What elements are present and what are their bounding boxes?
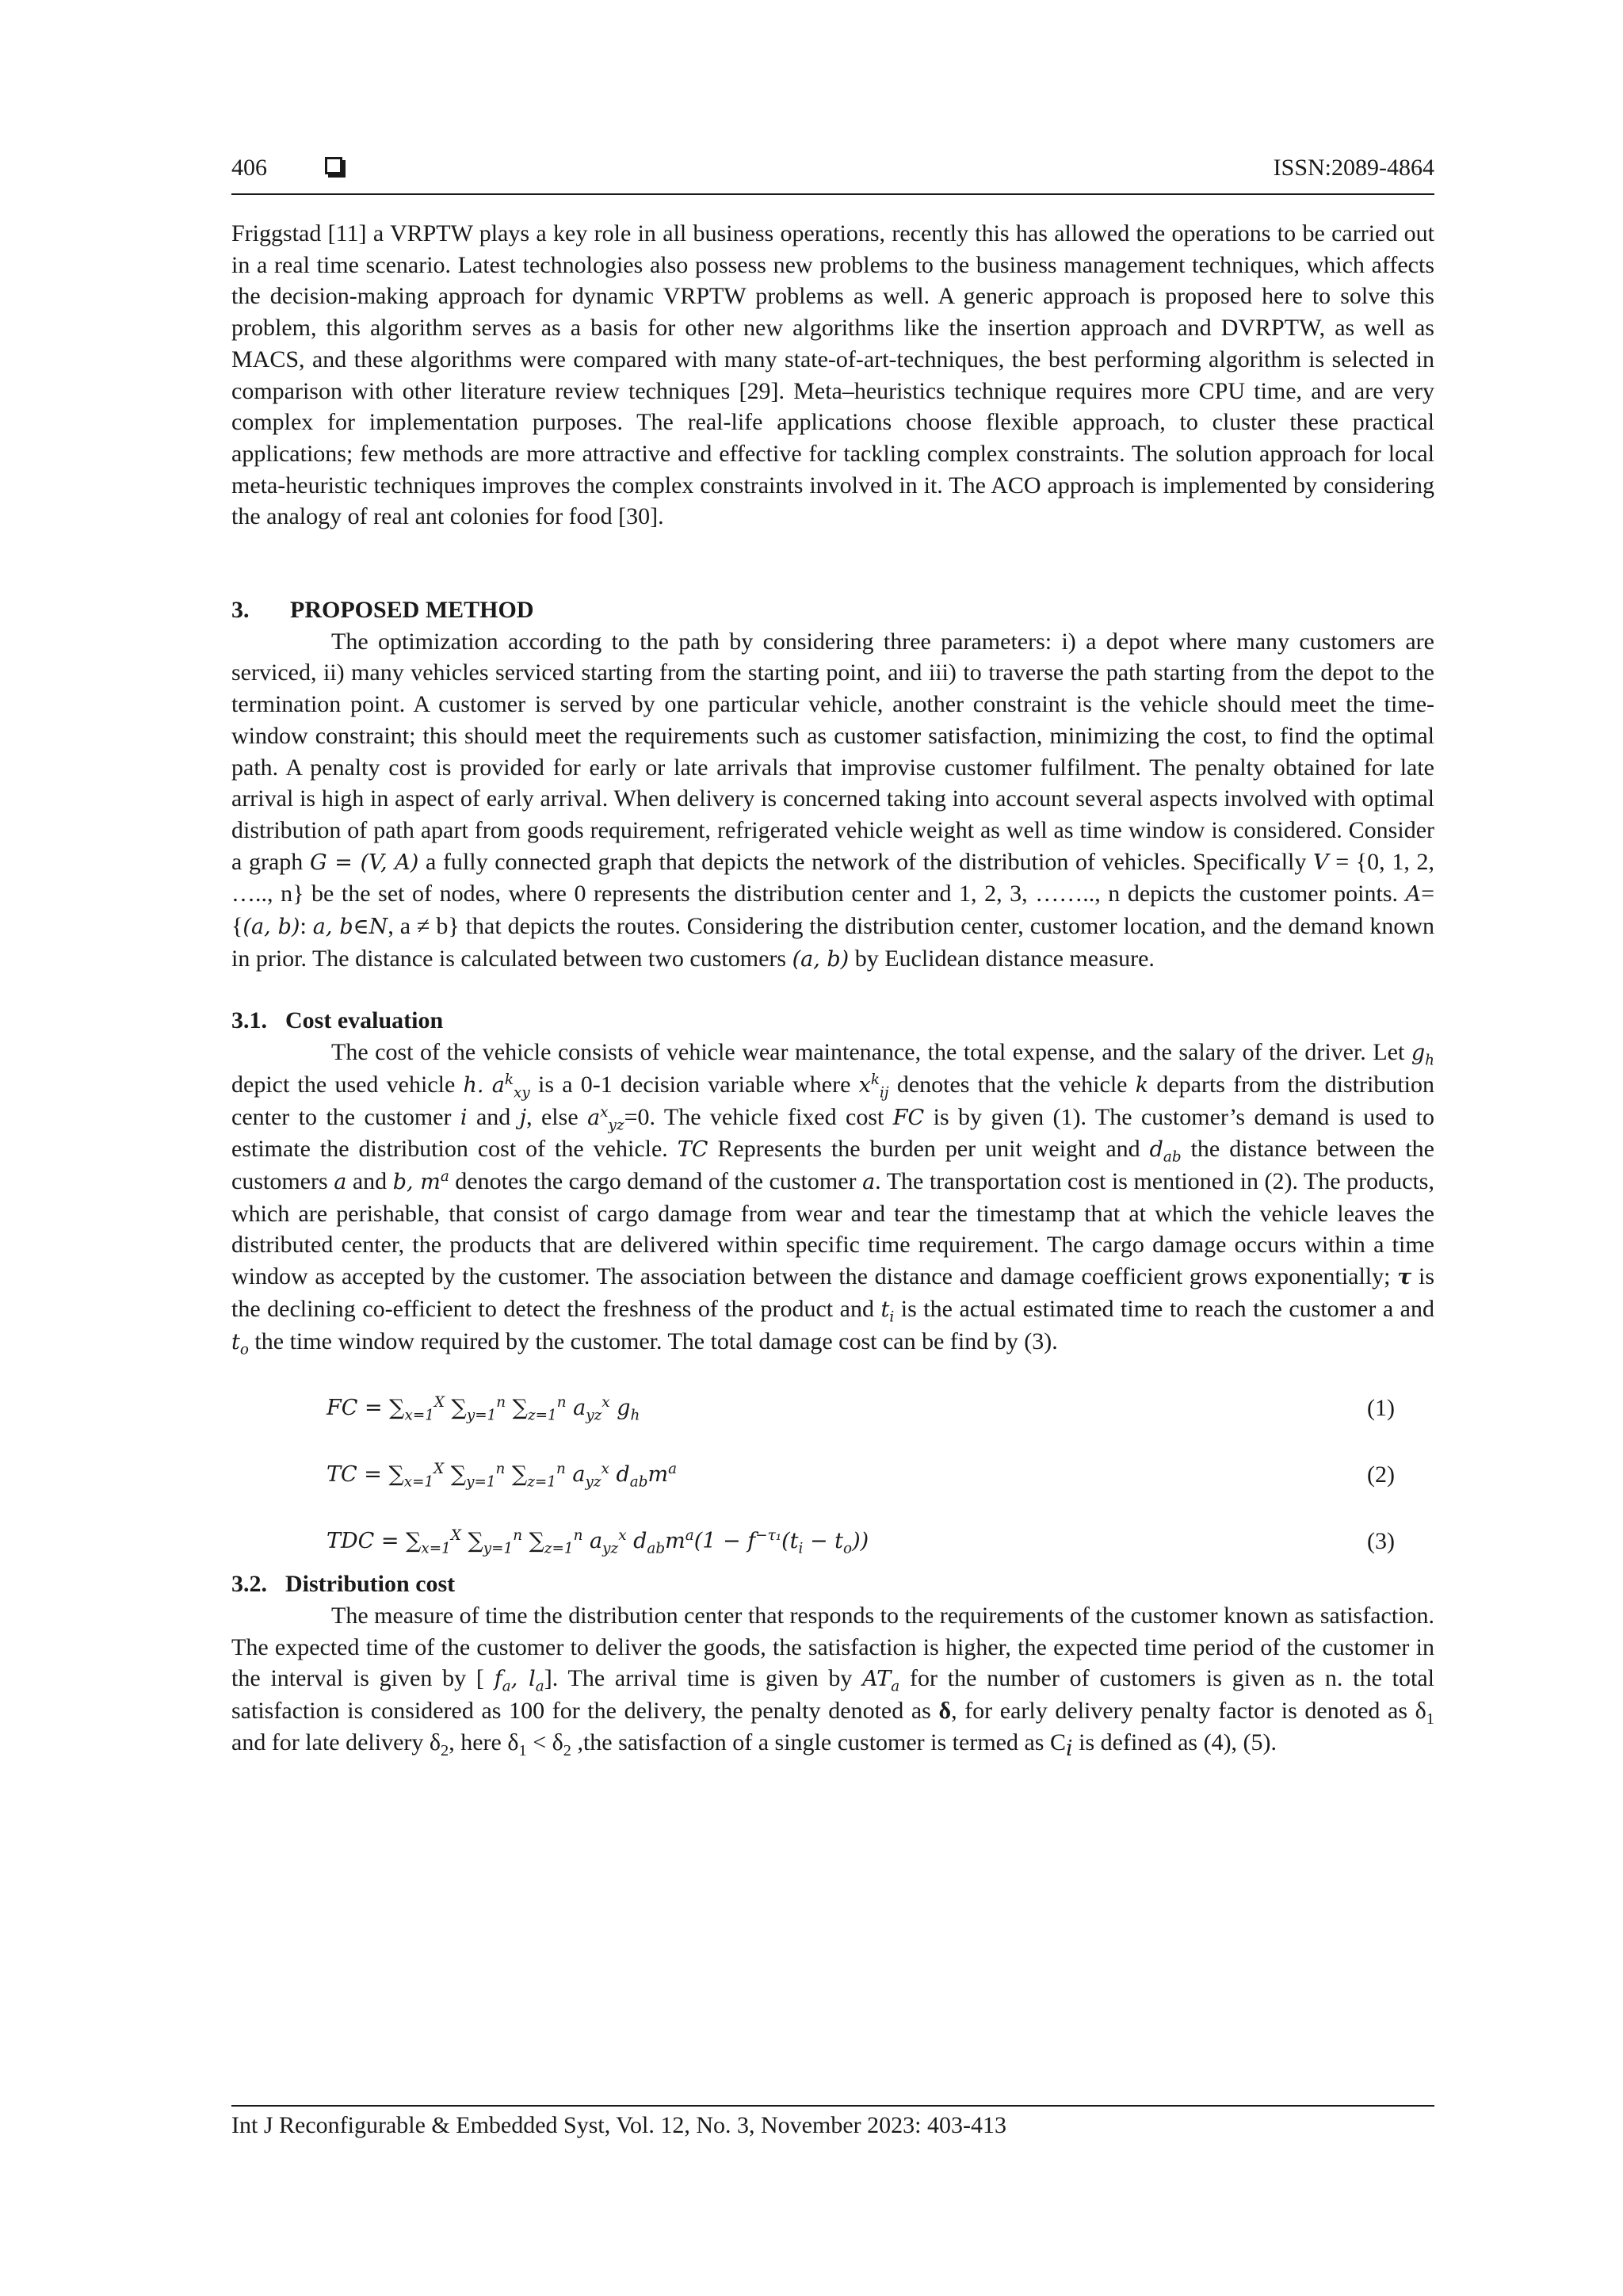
page-number: 406	[231, 155, 267, 181]
section-number: 3.	[231, 597, 250, 624]
equation-3-formula: TDC = $\sum_{x=1}^X$ $\sum_{y=1}^n$ $\sum_{z=1}^n$ $a_{yz}^x$ $d_{ab}m^a(1 - f^{-\tau_1}(t_i - t_o))$	[327, 1527, 869, 1557]
equation-3-number: (3)	[1367, 1528, 1395, 1555]
issn-label: ISSN:2089-4864	[1273, 155, 1434, 181]
section-title: PROPOSED METHOD	[290, 597, 534, 624]
section-3-paragraph: The optimization according to the path by considering three parameters: i) a depot where many customers are serviced, ii) many vehicles serviced starting from the starting point, and iii) to traverse the path starting from the depot to the termination point. A customer is served by one particular vehicle, another constraint is the vehicle should meet the time-window constraint; this should meet the requirements such as customer satisfaction, minimizing the cost, to find the optimal path. A penalty cost is provided for early or late arrivals that improvise customer fulfilment. The penalty obtained for late arrival is high in aspect of early arrival. When delivery is concerned taking into account several aspects involved with optimal distribution of path apart from goods requirement, refrigerated vehicle weight as well as time window is considered. Consider a graph G = (V, A) a fully connected graph that depicts the network of the distribution of vehicles. Specifically V = {0, 1, 2, ….., n} be the set of nodes, where 0 represents the distribution center and 1, 2, 3, …….., n depicts the customer points. A= {(a, b): a, b∈N, a ≠ b} that depicts the routes. Considering the distribution center, customer location, and the demand known in prior. The distance is calculated between two customers (a, b) by Euclidean distance measure.	[231, 628, 1435, 972]
equation-1-number: (1)	[1367, 1395, 1395, 1422]
footer-rule	[231, 2105, 1434, 2107]
section-3-2-paragraph: The measure of time the distribution center that responds to the requirements of the customer known as satisfaction. The expected time of the customer to deliver the goods, the satisfaction is higher, the expected time period of the customer in the interval is given by [ $f_a$, $l_a$]. The arrival time is given by $AT_a$ for the number of customers is given as n. the total satisfaction is considered as 100 for the delivery, the penalty denoted as δ, for early delivery penalty factor is denoted as $\delta_1$ and for late delivery $\delta_2$, here $\delta_1 < \delta_2$ ,the satisfaction of a single customer is termed as $C_i$ is defined as (4), (5).	[231, 1602, 1434, 1761]
equation-3	[231, 1526, 1434, 1565]
equation-1	[231, 1392, 1434, 1432]
subsection-number: 3.2.	[231, 1571, 267, 1598]
subsection-title: Distribution cost	[285, 1571, 456, 1598]
section-3-1-heading	[231, 1005, 1434, 1037]
subsection-number: 3.1.	[231, 1007, 267, 1034]
main-body	[231, 218, 1435, 1761]
equation-2-formula: TC = $\sum_{x=1}^X$ $\sum_{y=1}^n$ $\sum_{z=1}^n$ $a_{yz}^x$ $d_{ab}m^a$	[327, 1461, 678, 1491]
section-3-2-heading	[231, 1568, 1434, 1600]
header-rule	[231, 193, 1434, 195]
running-footer: Int J Reconfigurable & Embedded Syst, Vol. 12, No. 3, November 2023: 403-413	[231, 2112, 1006, 2138]
equation-1-formula: FC = $\sum_{x=1}^X$ $\sum_{y=1}^n$ $\sum_{z=1}^n$ $a_{yz}^x$ $g_h$	[327, 1394, 640, 1424]
subsection-title: Cost evaluation	[285, 1007, 444, 1034]
section-3-1-paragraph: The cost of the vehicle consists of vehicle wear maintenance, the total expense, and the salary of the driver. Let $g_h$ depict the used vehicle h. $a^k_{xy}$ is a 0-1 decision variable where $x^k_{ij}$ denotes that the vehicle k departs from the distribution center to the customer i and j, else $a^x_{yz}=0$. The vehicle fixed cost FC is by given (1). The customer’s demand is used to estimate the distribution cost of the vehicle. TC Represents the burden per unit weight and $d_{ab}$ the distance between the customers a and b, $m^a$ denotes the cargo demand of the customer a. The transportation cost is mentioned in (2). The products, which are perishable, that consist of cargo damage from wear and tear the timestamp that at which the vehicle leaves the distributed center, the products that are delivered within specific time requirement. The cargo damage occurs within a time window as accepted by the customer. The association between the distance and damage coefficient grows exponentially; τ is the declining co-efficient to detect the freshness of the product and $t_i$ is the actual estimated time to reach the customer a and $t_o$ the time window required by the customer. The total damage cost can be find by (3).	[231, 1039, 1435, 1358]
intro-paragraph: Friggstad [11] a VRPTW plays a key role in all business operations, recently this has allowed the operations to be carried out in a real time scenario. Latest technologies also possess new problems to the business management techniques, which affects the decision-making approach for dynamic VRPTW problems as well. A generic approach is proposed here to solve this problem, this algorithm serves as a basis for other new algorithms like the insertion approach and DVRPTW, as well as MACS, and these algorithms were compared with many state-of-art-techniques, the best performing algorithm is selected in comparison with other literature review techniques [29]. Meta–heuristics technique requires more CPU time, and are very complex for implementation purposes. The real-life applications choose flexible approach, to cluster these practical applications; few methods are more attractive and effective for tackling complex constraints. The solution approach for local meta-heuristic techniques improves the complex constraints involved in it. The ACO approach is implemented by considering the analogy of real ant colonies for food [30].	[231, 220, 1434, 530]
equation-2-number: (2)	[1367, 1461, 1395, 1488]
section-3-heading	[231, 594, 1434, 626]
checkbox-square-icon	[325, 157, 342, 174]
equation-2	[231, 1459, 1434, 1499]
